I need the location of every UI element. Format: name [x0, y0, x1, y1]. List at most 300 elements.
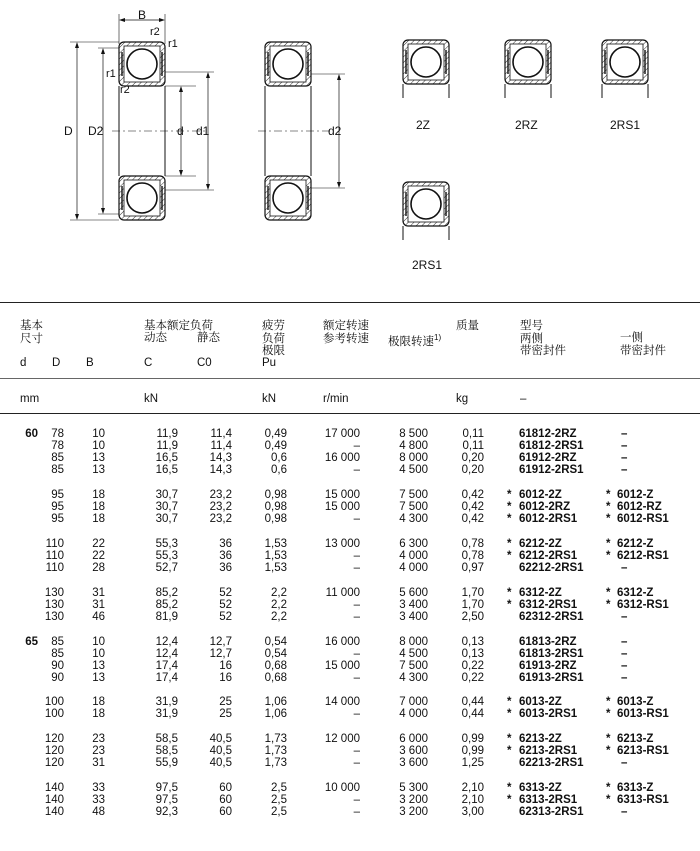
cell-lim: 4 300 — [399, 672, 428, 684]
cell-C0: 52 — [219, 611, 232, 623]
cell-lim: 4 500 — [399, 464, 428, 476]
cell-ref: – — [353, 757, 360, 769]
cell-D: 110 — [45, 538, 64, 550]
header-dynamic: 动态 — [144, 332, 167, 344]
star-marker: * — [507, 696, 512, 708]
cell-designation-one-side: 6212-RS1 — [617, 550, 669, 562]
cell-ref: 13 000 — [324, 538, 360, 550]
cell-m: 0,78 — [461, 538, 484, 550]
cell-C: 17,4 — [155, 672, 178, 684]
cell-C0: 11,4 — [210, 428, 232, 440]
cell-m: 2,50 — [461, 611, 484, 623]
cell-Pu: 2,5 — [271, 806, 287, 818]
cell-C0: 16 — [219, 660, 232, 672]
cell-ref: 17 000 — [324, 428, 360, 440]
label-D: D — [64, 124, 73, 138]
cell-lim: 6 000 — [399, 733, 428, 745]
cell-ref: 14 000 — [324, 696, 360, 708]
cell-C0: 14,3 — [209, 464, 232, 476]
cell-B: 10 — [92, 648, 105, 660]
cell-D: 95 — [51, 513, 64, 525]
cell-lim: 5 600 — [399, 587, 428, 599]
header-designation: 型号 两侧 带密封件 — [520, 320, 566, 357]
header-basic-dims: 基本 尺寸 — [20, 320, 43, 345]
cell-ref: – — [353, 464, 360, 476]
cell-ref: 15 000 — [324, 660, 360, 672]
cell-designation-two-side: 61813-2RZ — [519, 636, 577, 648]
cell-B: 18 — [92, 489, 105, 501]
cell-designation-two-side: 6213-2RS1 — [519, 745, 578, 757]
cell-C: 17,4 — [155, 660, 178, 672]
cell-designation-one-side: – — [621, 660, 628, 672]
cell-m: 1,70 — [461, 599, 484, 611]
cell-B: 28 — [92, 562, 105, 574]
cell-designation-two-side: 6212-2RS1 — [519, 550, 578, 562]
cell-D: 95 — [51, 489, 64, 501]
sym-Pu: Pu — [262, 357, 277, 369]
cell-C0: 16 — [219, 672, 232, 684]
cell-designation-one-side: – — [621, 757, 628, 769]
cell-C0: 23,2 — [209, 513, 232, 525]
cell-C: 55,3 — [155, 550, 178, 562]
cell-designation-one-side: 6313-RS1 — [617, 794, 669, 806]
cell-Pu: 1,53 — [264, 538, 287, 550]
cell-D: 95 — [51, 501, 64, 513]
star-marker: * — [507, 794, 512, 806]
cell-B: 18 — [92, 513, 105, 525]
cell-designation-two-side: 61813-2RS1 — [519, 648, 584, 660]
star-marker: * — [606, 708, 611, 720]
star-marker: * — [606, 745, 611, 757]
cell-D: 130 — [44, 587, 64, 599]
cell-C0: 23,2 — [209, 489, 232, 501]
header-fatigue: 疲劳 负荷 极限 — [262, 320, 285, 357]
star-marker: * — [606, 599, 611, 611]
unit-kn-1: kN — [144, 393, 159, 405]
cell-ref: 16 000 — [324, 452, 360, 464]
cell-designation-two-side: 61913-2RS1 — [519, 672, 584, 684]
label-2Z: 2Z — [416, 118, 431, 132]
cell-B: 22 — [92, 538, 105, 550]
cell-C0: 23,2 — [209, 501, 232, 513]
cell-Pu: 1,53 — [264, 562, 287, 574]
cell-designation-two-side: 6212-2Z — [519, 538, 562, 550]
cell-designation-two-side: 61812-2RZ — [519, 428, 577, 440]
cell-C0: 60 — [219, 782, 232, 794]
cell-m: 2,10 — [461, 782, 484, 794]
cell-ref: 12 000 — [324, 733, 360, 745]
cell-lim: 8 500 — [399, 428, 428, 440]
cell-B: 23 — [92, 733, 105, 745]
cell-ref: – — [353, 550, 360, 562]
cell-designation-one-side: 6012-RS1 — [617, 513, 669, 525]
cell-lim: 7 500 — [399, 501, 428, 513]
cell-C0: 25 — [219, 696, 232, 708]
cell-m: 0,22 — [461, 660, 484, 672]
cell-designation-one-side: 6212-Z — [617, 538, 654, 550]
sym-d: d — [20, 357, 27, 369]
cell-Pu: 0,54 — [264, 648, 287, 660]
cell-B: 10 — [92, 636, 105, 648]
cell-designation-two-side: 62213-2RS1 — [519, 757, 584, 769]
cell-lim: 4 000 — [399, 562, 428, 574]
cell-C: 12,4 — [155, 648, 178, 660]
label-r2-top: r2 — [150, 26, 160, 38]
cell-C: 85,2 — [155, 599, 178, 611]
label-r2-side: r2 — [120, 84, 130, 96]
cell-designation-one-side: 6012-Z — [617, 489, 654, 501]
label-d2: d2 — [328, 124, 342, 138]
cell-Pu: 0,6 — [271, 452, 287, 464]
cell-D: 110 — [45, 562, 64, 574]
cell-lim: 3 400 — [399, 611, 428, 623]
cell-D: 110 — [45, 550, 64, 562]
cell-m: 0,11 — [462, 440, 484, 452]
cell-C0: 12,7 — [209, 648, 232, 660]
cell-Pu: 1,06 — [264, 696, 287, 708]
cell-m: 0,42 — [461, 501, 484, 513]
cell-m: 0,11 — [462, 428, 484, 440]
cell-C: 52,7 — [155, 562, 178, 574]
star-marker: * — [606, 696, 611, 708]
cell-Pu: 1,53 — [264, 550, 287, 562]
cell-designation-one-side: 6312-RS1 — [617, 599, 669, 611]
star-marker: * — [507, 587, 512, 599]
header-one-side: 一侧 带密封件 — [620, 332, 666, 357]
cell-designation-one-side: – — [621, 562, 628, 574]
cell-D: 100 — [44, 696, 64, 708]
cell-Pu: 0,49 — [264, 440, 287, 452]
cell-B: 18 — [92, 708, 105, 720]
cell-designation-two-side: 6012-2Z — [519, 489, 562, 501]
cell-D: 140 — [44, 782, 64, 794]
cell-designation-one-side: – — [621, 428, 628, 440]
cell-ref: – — [353, 672, 360, 684]
cell-designation-one-side: – — [621, 611, 628, 623]
cell-designation-one-side: – — [621, 672, 628, 684]
header-limit-speed: 极限转速$^{1)}$ — [388, 333, 442, 348]
header-mass: 质量 — [456, 320, 479, 332]
cell-m: 0,44 — [461, 708, 484, 720]
cell-C0: 25 — [219, 708, 232, 720]
cell-D: 120 — [44, 757, 64, 769]
cell-B: 48 — [92, 806, 105, 818]
cell-designation-two-side: 6013-2Z — [519, 696, 562, 708]
cell-designation-two-side: 6012-2RS1 — [519, 513, 578, 525]
cell-ref: 15 000 — [324, 489, 360, 501]
cell-m: 0,78 — [461, 550, 484, 562]
cell-D: 85 — [51, 648, 64, 660]
label-r1-top: r1 — [168, 38, 178, 50]
cell-C: 30,7 — [155, 501, 178, 513]
unit-rpm: r/min — [323, 393, 349, 405]
star-marker: * — [606, 513, 611, 525]
label-2RS1: 2RS1 — [610, 118, 641, 132]
cell-D: 85 — [51, 452, 64, 464]
cell-lim: 6 300 — [399, 538, 428, 550]
cell-designation-two-side: 62312-2RS1 — [519, 611, 584, 623]
cell-C0: 52 — [219, 599, 232, 611]
cell-B: 31 — [92, 587, 105, 599]
header-ref-speed: 额定转速 参考转速 — [323, 320, 369, 345]
label-2RZ: 2RZ — [515, 118, 538, 132]
cell-designation-two-side: 61912-2RZ — [519, 452, 577, 464]
cell-m: 1,25 — [461, 757, 484, 769]
cell-D: 78 — [51, 440, 64, 452]
cell-Pu: 2,2 — [271, 587, 287, 599]
cell-B: 46 — [92, 611, 105, 623]
header-static: 静态 — [197, 332, 220, 344]
cell-C: 11,9 — [156, 440, 178, 452]
unit-mm: mm — [20, 393, 40, 405]
cell-ref: 10 000 — [324, 782, 360, 794]
cell-C0: 36 — [219, 550, 232, 562]
cell-ref: – — [353, 745, 360, 757]
cell-m: 0,44 — [461, 696, 484, 708]
cell-designation-two-side: 6312-2Z — [519, 587, 562, 599]
cell-C: 55,9 — [155, 757, 178, 769]
cell-m: 1,70 — [461, 587, 484, 599]
cell-designation-two-side: 61913-2RZ — [519, 660, 577, 672]
cell-C: 92,3 — [155, 806, 178, 818]
cell-ref: – — [353, 562, 360, 574]
star-marker: * — [507, 745, 512, 757]
cell-B: 31 — [92, 599, 105, 611]
cell-lim: 5 300 — [399, 782, 428, 794]
cell-C: 31,9 — [155, 708, 178, 720]
cell-lim: 8 000 — [399, 452, 428, 464]
cell-designation-two-side: 61812-2RS1 — [519, 440, 584, 452]
cell-B: 31 — [92, 757, 105, 769]
cell-designation-two-side: 6313-2Z — [519, 782, 562, 794]
cell-designation-one-side: – — [621, 636, 628, 648]
cell-designation-two-side: 62313-2RS1 — [519, 806, 584, 818]
cell-m: 0,97 — [461, 562, 484, 574]
cell-D: 90 — [51, 660, 64, 672]
cell-designation-one-side: 6213-Z — [617, 733, 654, 745]
cell-C: 81,9 — [155, 611, 178, 623]
cell-designation-one-side: 6313-Z — [617, 782, 654, 794]
star-marker: * — [507, 489, 512, 501]
cell-m: 0,99 — [461, 745, 484, 757]
cell-C: 58,5 — [155, 733, 178, 745]
cell-Pu: 0,54 — [264, 636, 287, 648]
cell-Pu: 0,98 — [264, 513, 287, 525]
unit-kg: kg — [456, 393, 469, 405]
cell-C0: 12,7 — [209, 636, 232, 648]
cell-ref: – — [353, 513, 360, 525]
cell-ref: – — [353, 708, 360, 720]
cell-lim: 4 000 — [399, 550, 428, 562]
cell-C0: 60 — [219, 794, 232, 806]
cell-lim: 4 300 — [399, 513, 428, 525]
star-marker: * — [606, 538, 611, 550]
cell-B: 13 — [92, 672, 105, 684]
cell-Pu: 2,5 — [271, 794, 287, 806]
cell-m: 0,99 — [461, 733, 484, 745]
cell-lim: 7 000 — [399, 696, 428, 708]
star-marker: * — [507, 550, 512, 562]
cell-ref: 11 000 — [325, 587, 360, 599]
cell-lim: 3 600 — [399, 757, 428, 769]
cell-designation-two-side: 61912-2RS1 — [519, 464, 584, 476]
cell-m: 0,20 — [461, 452, 484, 464]
cell-Pu: 0,68 — [264, 672, 287, 684]
cell-ref: – — [353, 599, 360, 611]
cell-d: 65 — [25, 636, 38, 648]
cell-Pu: 1,73 — [264, 745, 287, 757]
cell-m: 0,13 — [461, 636, 484, 648]
cell-D: 130 — [44, 611, 64, 623]
cell-designation-one-side: – — [621, 440, 628, 452]
cell-m: 2,10 — [461, 794, 484, 806]
cell-designation-one-side: – — [621, 806, 628, 818]
cell-Pu: 1,06 — [264, 708, 287, 720]
cell-ref: – — [353, 806, 360, 818]
cell-D: 90 — [51, 672, 64, 684]
label-d1: d1 — [196, 124, 210, 138]
cell-D: 85 — [51, 636, 64, 648]
star-marker: * — [606, 550, 611, 562]
cell-C0: 11,4 — [210, 440, 232, 452]
cell-B: 13 — [92, 452, 105, 464]
sym-B: B — [86, 357, 94, 369]
sym-D: D — [52, 357, 61, 369]
star-marker: * — [606, 782, 611, 794]
cell-lim: 3 400 — [399, 599, 428, 611]
unit-kn-2: kN — [262, 393, 277, 405]
cell-C0: 36 — [219, 538, 232, 550]
cell-D: 140 — [44, 794, 64, 806]
cell-C0: 60 — [219, 806, 232, 818]
star-marker: * — [606, 794, 611, 806]
star-marker: * — [507, 708, 512, 720]
cell-Pu: 0,6 — [271, 464, 287, 476]
cell-ref: – — [353, 440, 360, 452]
cell-ref: 16 000 — [324, 636, 360, 648]
label-2RS1-second: 2RS1 — [412, 258, 443, 272]
star-marker: * — [507, 599, 512, 611]
cell-D: 85 — [51, 464, 64, 476]
label-D2: D2 — [88, 124, 104, 138]
cell-designation-one-side: 6013-Z — [617, 696, 654, 708]
star-marker: * — [507, 501, 512, 513]
star-marker: * — [606, 489, 611, 501]
cell-C0: 40,5 — [209, 745, 232, 757]
cell-B: 13 — [92, 464, 105, 476]
cell-C: 12,4 — [155, 636, 178, 648]
cell-m: 3,00 — [461, 806, 484, 818]
cell-Pu: 0,68 — [264, 660, 287, 672]
cell-designation-one-side: – — [621, 464, 628, 476]
sym-C: C — [144, 357, 153, 369]
cell-d: 60 — [25, 428, 38, 440]
cell-B: 33 — [92, 782, 105, 794]
cell-designation-two-side: 6312-2RS1 — [519, 599, 578, 611]
cell-B: 10 — [92, 428, 105, 440]
cell-lim: 3 600 — [399, 745, 428, 757]
cell-Pu: 0,98 — [264, 489, 287, 501]
cell-designation-one-side: – — [621, 648, 628, 660]
cell-Pu: 2,2 — [271, 611, 287, 623]
cell-designation-one-side: – — [621, 452, 628, 464]
cell-C: 31,9 — [155, 696, 178, 708]
star-marker: * — [507, 513, 512, 525]
cell-Pu: 2,5 — [271, 782, 287, 794]
cell-D: 78 — [51, 428, 64, 440]
cell-lim: 8 000 — [399, 636, 428, 648]
cell-C0: 40,5 — [209, 733, 232, 745]
cell-ref: – — [353, 794, 360, 806]
cell-B: 18 — [92, 696, 105, 708]
cell-B: 33 — [92, 794, 105, 806]
cell-B: 13 — [92, 660, 105, 672]
cell-B: 18 — [92, 501, 105, 513]
cell-designation-two-side: 6213-2Z — [519, 733, 562, 745]
star-marker: * — [606, 501, 611, 513]
label-B: B — [138, 8, 147, 22]
cell-C: 58,5 — [155, 745, 178, 757]
cell-B: 23 — [92, 745, 105, 757]
cell-designation-two-side: 6012-2RZ — [519, 501, 571, 513]
cell-B: 22 — [92, 550, 105, 562]
cell-m: 0,20 — [461, 464, 484, 476]
cell-C: 85,2 — [155, 587, 178, 599]
cell-B: 10 — [92, 440, 105, 452]
cell-Pu: 0,98 — [264, 501, 287, 513]
header-basic-load: 基本额定负荷 — [144, 320, 213, 332]
cell-D: 140 — [44, 806, 64, 818]
star-marker: * — [507, 733, 512, 745]
cell-C: 30,7 — [155, 489, 178, 501]
cell-C0: 40,5 — [209, 757, 232, 769]
cell-m: 0,22 — [461, 672, 484, 684]
cell-C: 30,7 — [155, 513, 178, 525]
cell-m: 0,42 — [461, 513, 484, 525]
sym-C0: C0 — [197, 357, 212, 369]
label-d: d — [177, 124, 184, 138]
cell-C: 16,5 — [155, 464, 178, 476]
cell-C: 97,5 — [155, 782, 178, 794]
cell-ref: – — [353, 648, 360, 660]
cell-Pu: 0,49 — [264, 428, 287, 440]
cell-lim: 7 500 — [399, 660, 428, 672]
cell-C: 16,5 — [155, 452, 178, 464]
cell-lim: 3 200 — [399, 794, 428, 806]
cell-lim: 7 500 — [399, 489, 428, 501]
cell-m: 0,13 — [461, 648, 484, 660]
star-marker: * — [606, 733, 611, 745]
cell-D: 120 — [44, 733, 64, 745]
cell-lim: 4 000 — [399, 708, 428, 720]
unit-dash: – — [520, 393, 527, 405]
cell-C0: 14,3 — [209, 452, 232, 464]
cell-designation-two-side: 6013-2RS1 — [519, 708, 578, 720]
cell-C0: 52 — [219, 587, 232, 599]
star-marker: * — [507, 538, 512, 550]
cell-lim: 4 800 — [399, 440, 428, 452]
cell-ref: – — [353, 611, 360, 623]
cell-lim: 4 500 — [399, 648, 428, 660]
cell-designation-one-side: 6213-RS1 — [617, 745, 669, 757]
cell-C: 55,3 — [155, 538, 178, 550]
cell-designation-one-side: 6012-RZ — [617, 501, 662, 513]
cell-D: 120 — [44, 745, 64, 757]
cell-C: 11,9 — [156, 428, 178, 440]
cell-C0: 36 — [219, 562, 232, 574]
cell-Pu: 1,73 — [264, 733, 287, 745]
cell-D: 130 — [44, 599, 64, 611]
